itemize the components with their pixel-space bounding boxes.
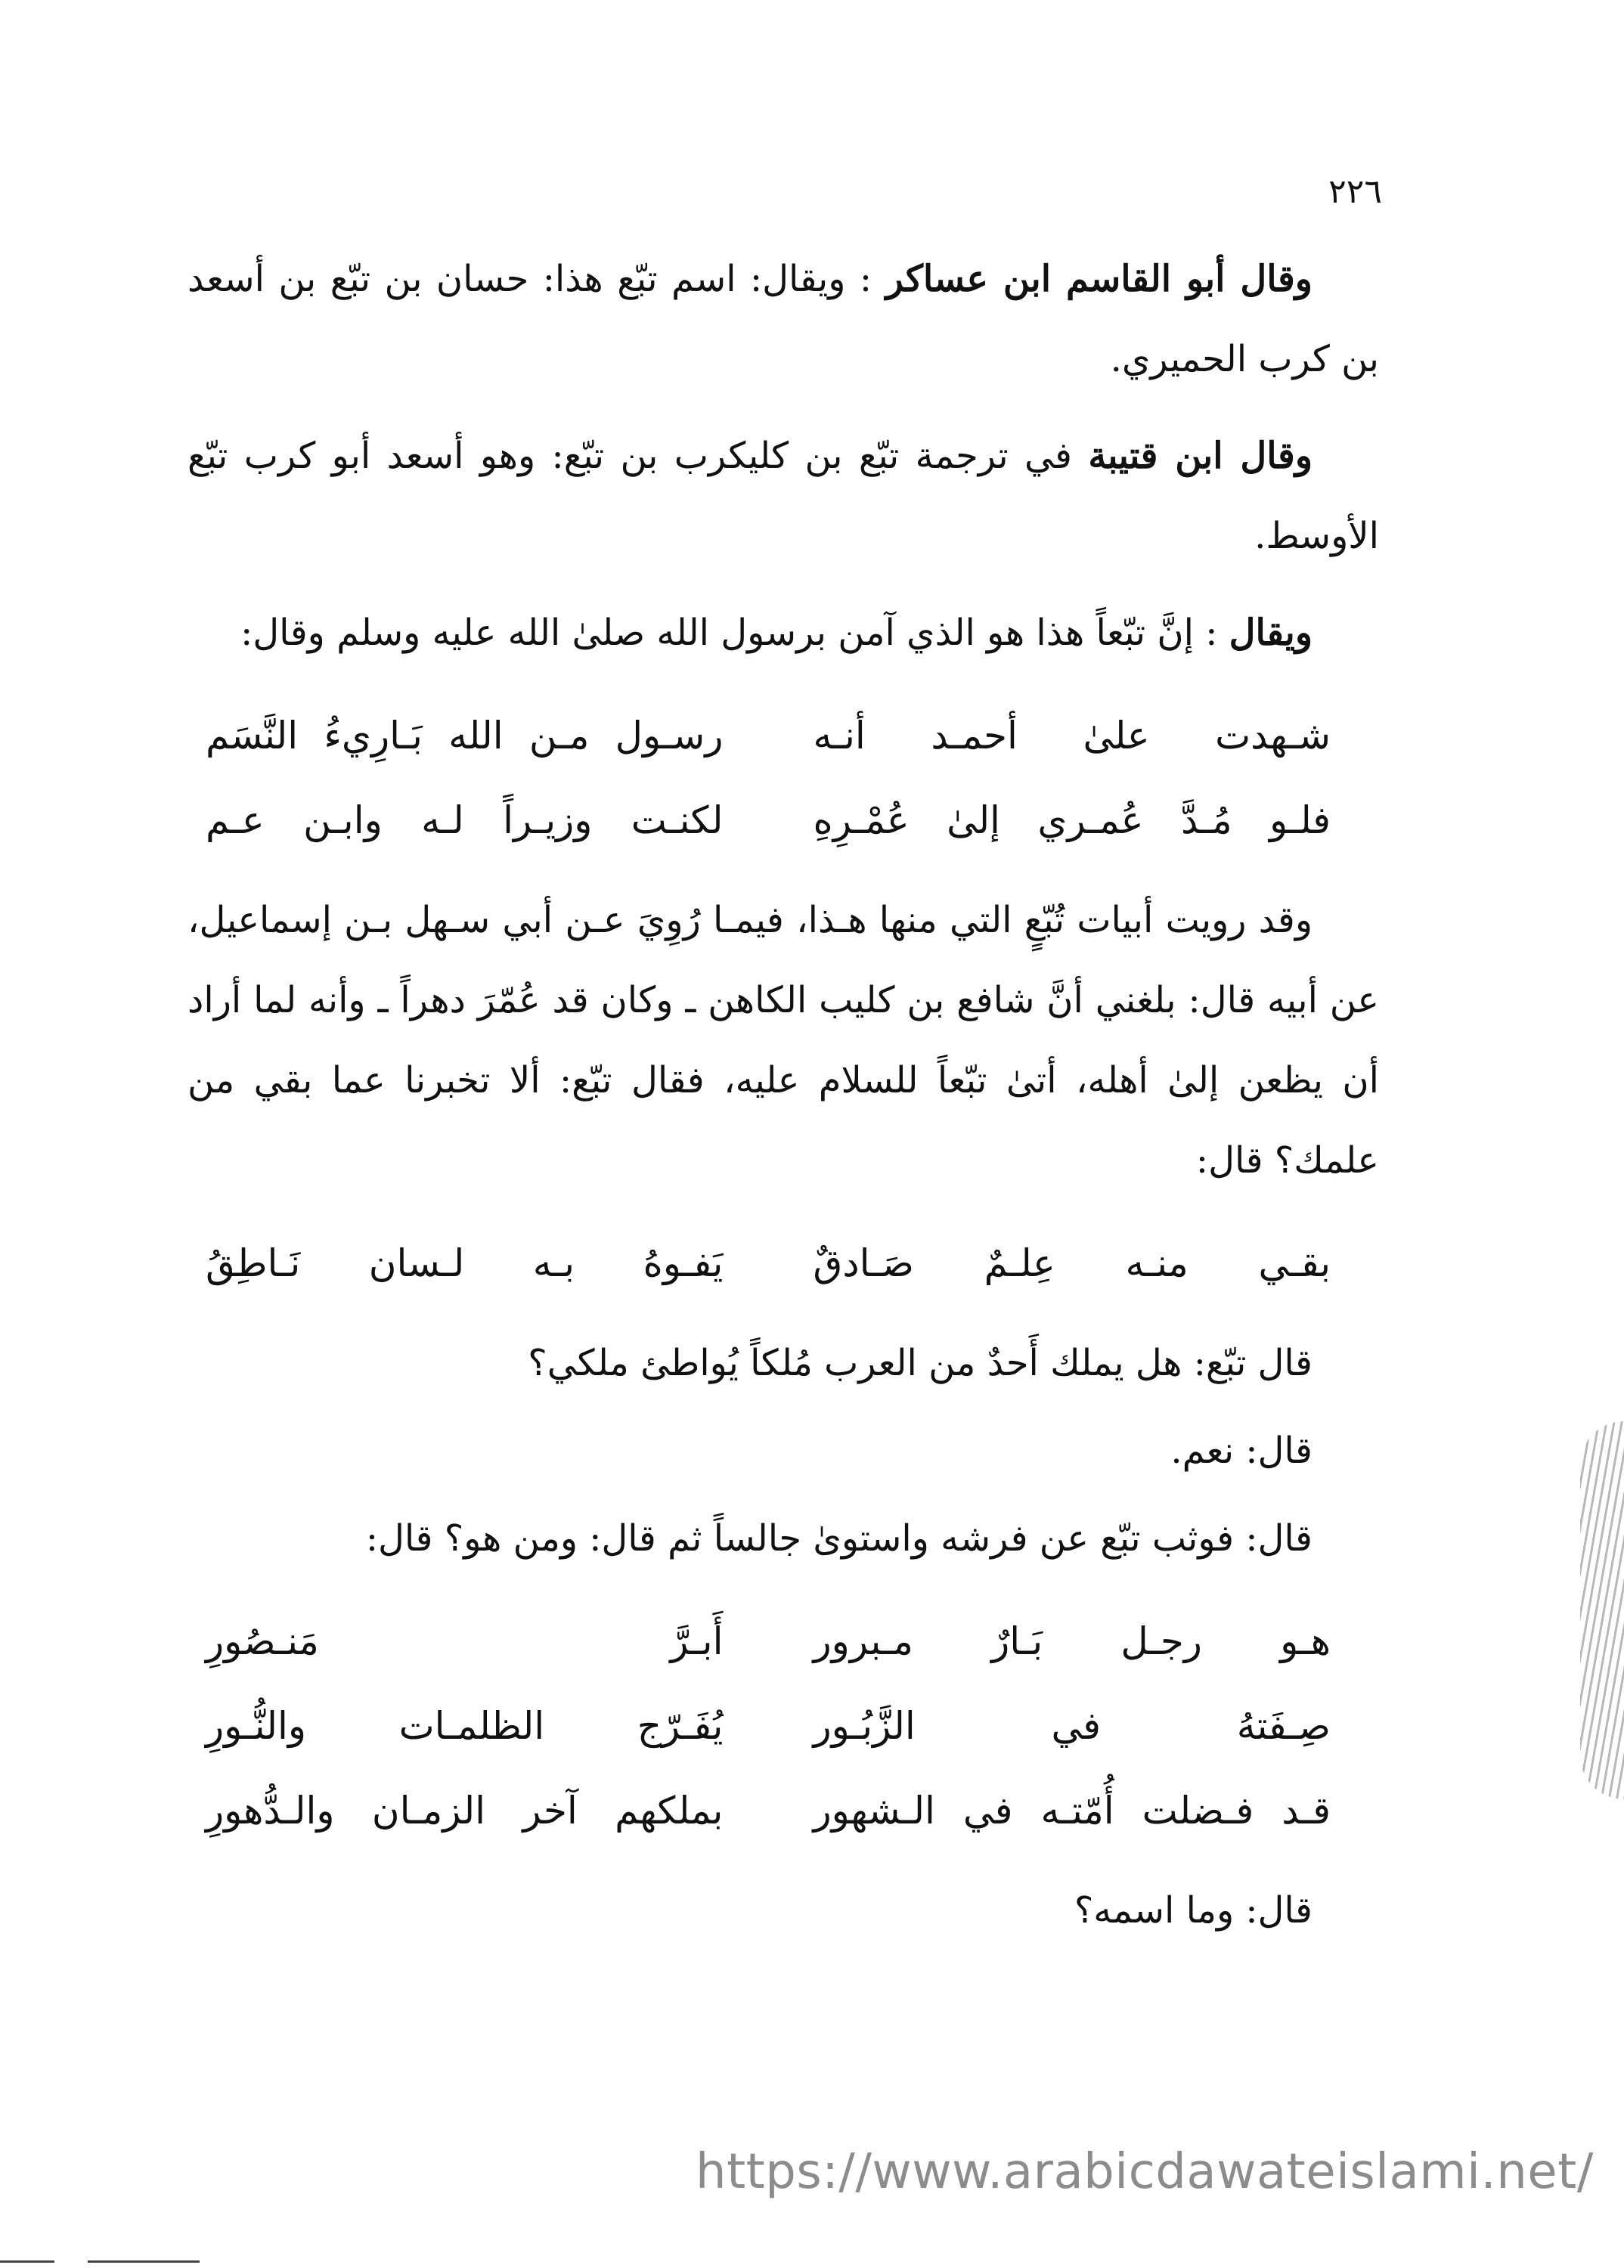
verse-line [188,696,1379,776]
verse-line [188,1223,1379,1303]
verse-first-hemistich: قـد فـضلت أُمّتـه في الـشهور [813,1789,1331,1833]
verse-first-hemistich: صِـفَتهُ في الزَّبُـور [813,1704,1331,1748]
paragraph-question: قال تبّع: هل يملك أَحدٌ من العرب مُلكاً يُواطئ ملكي؟ [528,1342,1313,1384]
page-content [188,239,1379,1958]
paragraph-ibn-asakir [188,239,1379,399]
page-number: ٢٢٦ [1328,172,1382,211]
poem-verses-1 [188,696,1379,860]
paragraph-text: : ويقال: اسم تبّع هذا: حسان بن تبّع بن أسعد بن كرب الحميري. [188,258,1379,380]
verse-second-hemistich: لكنـت وزيـراً لـه وابـن عـم [206,798,724,842]
verse-line [188,780,1379,860]
poem-verses-2 [188,1223,1379,1303]
paragraph-text: في ترجمة تبّع بن كليكرب بن تبّع: وهو أسعد أبو كرب تبّع الأوسط. [188,435,1379,557]
paragraph-narration: وقد رويت أبيات تُبّعٍ التي منها هـذا، فيمـا رُوِيَ عـن أبي سـهل بـن إسماعيل، عن أبيه قال: بلغني أنَّ شافع بن كليب الكاهن ـ وكان قد عُمّرَ دهراً ـ وأنه لما أراد أن يظعن إلىٰ أهله، أتىٰ تبّعاً للسلام عليه، فقال تبّع: ألا تخبرنا عما بقي من علمك؟ قال: [188,899,1379,1182]
verse-second-hemistich: يُفَـرّج الظلمـات والنُّـورِ [206,1704,724,1748]
paragraph-lead: وقال أبو القاسم ابن عساكر [885,258,1313,300]
bottom-rule-mid [88,2260,200,2263]
verse-second-hemistich: بملكهم آخر الزمـان والـدُّهورِ [206,1789,724,1833]
verse-line [188,1601,1379,1681]
verse-first-hemistich: فلـو مُـدَّ عُمـري إلىٰ عُمْـرِهِ [813,798,1331,842]
page-edge-scan-mark [1580,1421,1624,1799]
poem-verses-3 [188,1601,1379,1851]
paragraph-yuqal [188,593,1379,673]
paragraph-tubba-rises: قال: فوثب تبّع عن فرشه واستوىٰ جالساً ثم قال: ومن هو؟ قال: [365,1517,1313,1560]
verse-second-hemistich: يَفـوهُ بـه لـسان نَـاطِقُ [206,1241,724,1285]
verse-second-hemistich: رسـول مـن الله بَـارِيءُ النَّسَم [206,714,724,758]
paragraph-lead: وقال ابن قتيبة [1088,435,1313,477]
paragraph-ibn-qutaybah [188,416,1379,576]
paragraph-lead: ويقال [1229,612,1313,654]
verse-line [188,1686,1379,1766]
watermark-url[interactable]: https://www.arabicdawateislami.net/ [696,2144,1594,2200]
bottom-rule-left [0,2260,54,2263]
verse-first-hemistich: شـهدت علىٰ أحمـد أنـه [813,714,1331,758]
verse-second-hemistich: أَبـرَّ مَنـصُورِ [206,1619,724,1663]
verse-first-hemistich: هـو رجـل بَـارٌ مـبرور [813,1619,1331,1663]
verse-line [188,1771,1379,1851]
paragraph-answer: قال: نعم. [1170,1430,1313,1472]
paragraph-what-name: قال: وما اسمه؟ [1074,1889,1313,1932]
paragraph-text: : إنَّ تبّعاً هذا هو الذي آمن برسول الله صلىٰ الله عليه وسلم وقال: [240,612,1218,654]
verse-first-hemistich: بقـي منـه عِلـمٌ صَـادقٌ [813,1241,1331,1285]
